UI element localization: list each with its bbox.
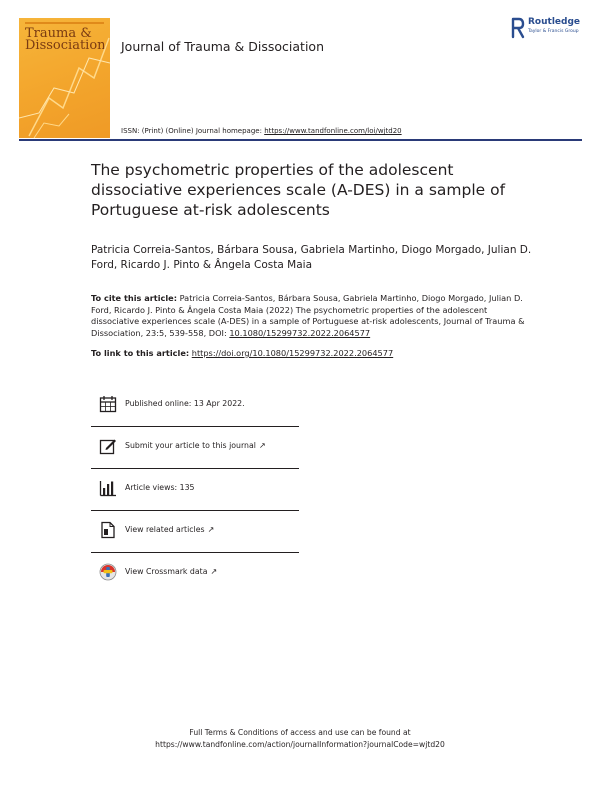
publisher-logo bbox=[511, 17, 589, 47]
published-online-item bbox=[91, 385, 299, 426]
article-views-item bbox=[91, 468, 299, 510]
publisher-subtitle: Taylor & Francis Group bbox=[528, 29, 579, 34]
calendar-icon bbox=[99, 395, 117, 413]
submit-article-text: Submit your article to this journal bbox=[125, 441, 256, 450]
related-articles-text: View related articles bbox=[125, 525, 205, 534]
article-doi-url[interactable]: https://doi.org/10.1080/15299732.2022.2064577 bbox=[191, 348, 394, 358]
terms-url[interactable]: https://www.tandfonline.com/action/journalInformation?journalCode=wjtd20 bbox=[155, 739, 445, 749]
journal-name: Journal of Trauma & Dissociation bbox=[121, 39, 324, 54]
issn-line bbox=[121, 127, 402, 135]
journal-homepage-link[interactable]: https://www.tandfonline.com/loi/wjtd20 bbox=[264, 127, 402, 135]
article-title: The psychometric properties of the adolescent dissociative experiences scale (A-DES) in a sample of Portuguese at-risk adolescents bbox=[91, 161, 506, 219]
journal-cover-image bbox=[19, 18, 110, 138]
submit-article-label bbox=[125, 441, 266, 450]
document-icon bbox=[99, 521, 117, 539]
link-label: To link to this article: bbox=[91, 348, 190, 358]
crossmark-icon bbox=[99, 563, 117, 581]
related-articles-link[interactable] bbox=[91, 510, 299, 552]
publisher-name: Routledge bbox=[528, 17, 581, 27]
related-articles-label bbox=[125, 525, 214, 534]
crossmark-link[interactable] bbox=[91, 552, 299, 594]
cover-decoration bbox=[19, 18, 110, 138]
article-link-line bbox=[91, 348, 393, 358]
edit-icon bbox=[99, 437, 117, 455]
terms-text: Full Terms & Conditions of access and use can be found at bbox=[189, 728, 411, 737]
cover-title: Trauma & Dissociation bbox=[25, 26, 106, 53]
header-divider bbox=[19, 139, 582, 141]
article-views-label: Article views: 135 bbox=[125, 483, 195, 492]
crossmark-text: View Crossmark data bbox=[125, 567, 208, 576]
citation-text: Patricia Correia-Santos, Bárbara Sousa, Gabriela Martinho, Diogo Morgado, Julian D. Ford, Ricardo J. Pinto & Ângela Costa Maia (2022) The psychometric properties of the adolescent dissociative experiences scale (A-DES) in a sample of Portuguese at-risk adolescents, Journal of Trauma & Dissociation, 23:5, 539-558, DOI: bbox=[91, 293, 525, 338]
issn-prefix: ISSN: (Print) (Online) Journal homepage: bbox=[121, 127, 262, 135]
routledge-logo-icon bbox=[511, 17, 525, 39]
citation-label: To cite this article: bbox=[91, 293, 177, 303]
published-online-label: Published online: 13 Apr 2022. bbox=[125, 399, 245, 408]
external-link-icon: ↗ bbox=[210, 567, 218, 576]
bar-chart-icon bbox=[99, 479, 117, 497]
crossmark-label bbox=[125, 567, 217, 576]
external-link-icon: ↗ bbox=[207, 525, 215, 534]
citation-block bbox=[91, 293, 531, 339]
article-actions bbox=[91, 385, 299, 594]
article-authors: Patricia Correia-Santos, Bárbara Sousa, Gabriela Martinho, Diogo Morgado, Julian D. Ford, Ricardo J. Pinto & Ângela Costa Maia bbox=[91, 244, 532, 271]
terms-footer bbox=[0, 727, 600, 750]
submit-article-link[interactable] bbox=[91, 426, 299, 468]
doi-link[interactable]: 10.1080/15299732.2022.2064577 bbox=[229, 327, 371, 338]
external-link-icon: ↗ bbox=[258, 441, 266, 450]
